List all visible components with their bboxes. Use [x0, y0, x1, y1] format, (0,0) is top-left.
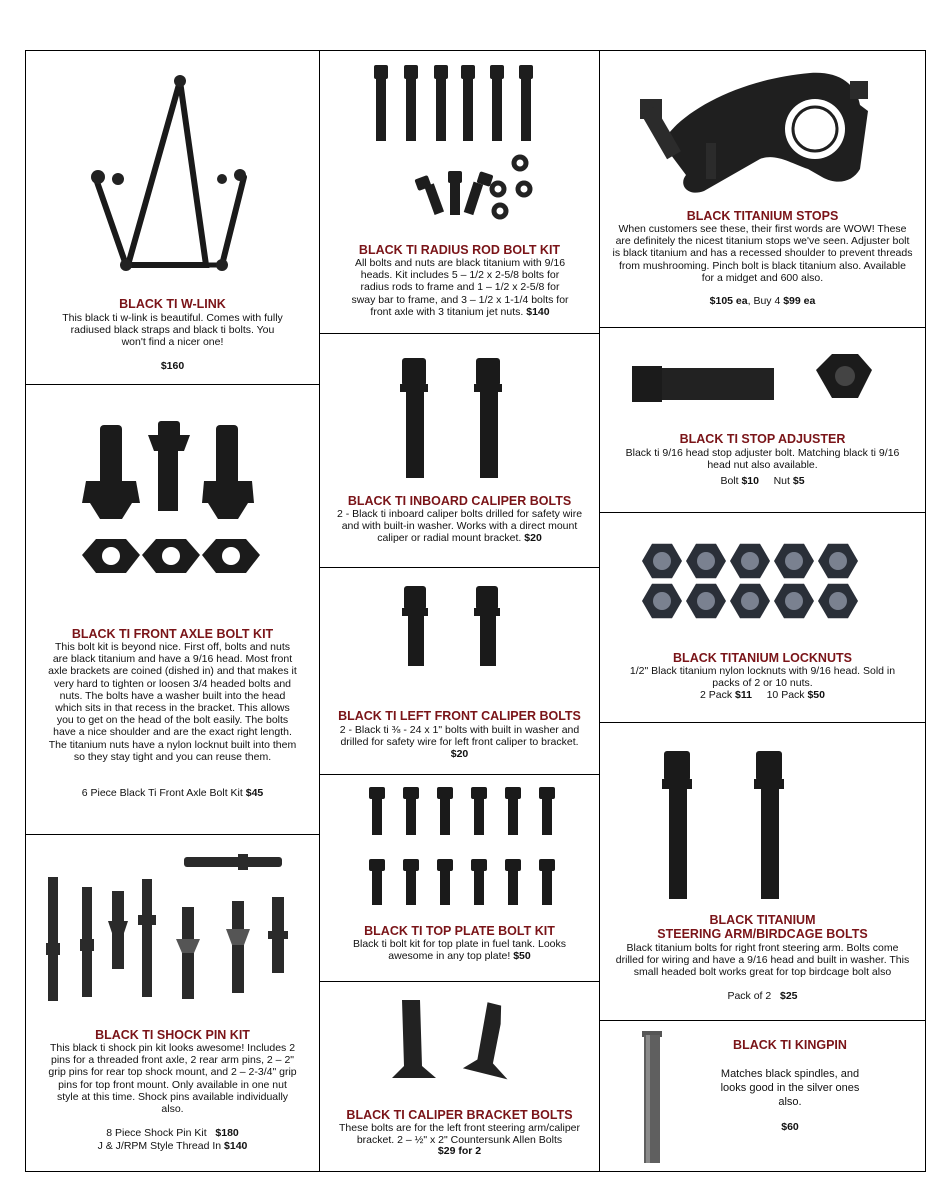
bolt-shank: [372, 871, 382, 905]
bolt-head: [437, 859, 453, 871]
product-inboard-caliper: [320, 334, 599, 567]
locknuts-title: BLACK TITANIUM LOCKNUTS: [673, 651, 852, 665]
bolt-head: [403, 787, 419, 799]
bolt-head: [369, 787, 385, 799]
bolt-shank: [440, 799, 450, 835]
stops-photo: [600, 51, 925, 201]
left-front-caliper-price: $20: [450, 748, 469, 760]
kingpin-title: BLACK TI KINGPIN: [733, 1038, 847, 1052]
bolt-head: [471, 859, 487, 871]
bolt-shank: [542, 799, 552, 835]
inboard-caliper-title: BLACK TI INBOARD CALIPER BOLTS: [347, 494, 572, 508]
radius-rod-title: BLACK TI RADIUS ROD BOLT KIT: [358, 243, 561, 257]
shock-pin-title: BLACK TI SHOCK PIN KIT: [95, 1028, 250, 1042]
kingpin-photo: [620, 1021, 700, 1171]
wlink-price: $160: [160, 360, 185, 372]
steering-arm-title-1: BLACK TITANIUM: [709, 913, 816, 927]
stop-adjuster-desc: Black ti 9/16 head stop adjuster bolt. Matching black ti 9/16 head nut also available.: [625, 447, 900, 472]
shock-pin-photo: [26, 835, 319, 1015]
locknut-hole: [741, 592, 759, 610]
wlink-desc: This black ti w-link is beautiful. Comes with fully radiused black straps and black ti bolts. You won't find a nicer one!: [62, 312, 283, 349]
product-steering-arm: [600, 723, 925, 1020]
bolt-head: [369, 859, 385, 871]
locknut-hole: [785, 552, 803, 570]
bolt-shank: [406, 871, 416, 905]
border-right: [925, 50, 926, 1172]
radius-rod-desc: All bolts and nuts are black titanium with 9/16 heads. Kit includes 5 – 1/2 x 2-5/8 bolts for radius rods to frame and 1 – 1/2 x 2-5/8 for sway bar to frame, and 3 – 1/2 x 1-1/4 bolts for front axle with 3 titanium jet nuts. $140: [351, 257, 569, 318]
stop-adjuster-price: Bolt $10 Nut $5: [720, 475, 805, 487]
product-radius-rod: [320, 51, 599, 333]
inboard-caliper-photo: [320, 334, 599, 489]
stops-desc: When customers see these, their first words are WOW! These are definitely the nicest titanium stops we've seen. Adjuster bolt is black titanium and has a recessed shoulder to prevent threads from mushrooming. Pinch bolt is black titanium also. Available for a midget and 600 also.: [612, 223, 913, 284]
kingpin-desc: Matches black spindles, and looks good in the silver ones also.: [720, 1068, 860, 1108]
locknuts-price: 2 Pack $11 10 Pack $50: [700, 689, 825, 701]
steering-arm-title-2: STEERING ARM/BIRDCAGE BOLTS: [657, 927, 868, 941]
radius-rod-photo: [320, 51, 599, 231]
front-axle-title: BLACK TI FRONT AXLE BOLT KIT: [71, 627, 274, 641]
product-locknuts: [600, 513, 925, 722]
stops-price: $105 ea, Buy 4 $99 ea: [709, 295, 816, 307]
left-front-caliper-title: BLACK TI LEFT FRONT CALIPER BOLTS: [338, 709, 581, 723]
bolt-head: [539, 859, 555, 871]
product-wlink: [26, 51, 319, 384]
bolt-shank: [406, 799, 416, 835]
bolt-head: [505, 787, 521, 799]
steering-arm-photo: [600, 723, 925, 903]
top-plate-desc: Black ti bolt kit for top plate in fuel tank. Looks awesome in any top plate! $50: [352, 938, 567, 963]
border-bottom: [25, 1171, 925, 1172]
bolt-shank: [508, 799, 518, 835]
front-axle-photo: [26, 385, 319, 595]
locknut-hole: [653, 592, 671, 610]
bolt-shank: [372, 799, 382, 835]
bolt-head: [505, 859, 521, 871]
locknut-hole: [697, 592, 715, 610]
wlink-title: BLACK TI W-LINK: [119, 297, 226, 311]
shock-pin-price: 8 Piece Shock Pin Kit $180 J & J/RPM Style Thread In $140: [97, 1127, 248, 1152]
locknuts-photo: [600, 513, 925, 633]
bolt-head: [437, 787, 453, 799]
caliper-bracket-desc: These bolts are for the left front steering arm/caliper bracket. 2 – ½" x 2" Countersunk Allen Bolts: [338, 1122, 581, 1147]
locknuts-desc: 1/2" Black titanium nylon locknuts with 9/16 head. Sold in packs of 2 or 10 nuts.: [629, 665, 896, 690]
top-plate-photo: [320, 775, 599, 915]
product-top-plate: [320, 775, 599, 981]
locknut-hole: [741, 552, 759, 570]
product-kingpin: [600, 1021, 925, 1171]
bolt-shank: [474, 799, 484, 835]
locknut-hole: [829, 552, 847, 570]
bolt-shank: [508, 871, 518, 905]
bolt-head: [471, 787, 487, 799]
bolt-head: [539, 787, 555, 799]
locknut-hole: [697, 552, 715, 570]
locknut-hole: [653, 552, 671, 570]
caliper-bracket-photo: [320, 982, 599, 1102]
caliper-bracket-title: BLACK TI CALIPER BRACKET BOLTS: [346, 1108, 573, 1122]
product-shock-pin-kit: [26, 835, 319, 1171]
stop-adjuster-title: BLACK TI STOP ADJUSTER: [679, 432, 846, 446]
locknut-hole: [785, 592, 803, 610]
wlink-photo: [26, 51, 319, 281]
left-front-caliper-desc: 2 - Black ti ⅜ - 24 x 1" bolts with built in washer and drilled for safety wire for left front caliper to bracket.: [339, 724, 580, 749]
product-stops: [600, 51, 925, 327]
top-plate-title: BLACK TI TOP PLATE BOLT KIT: [364, 924, 555, 938]
product-caliper-bracket: [320, 982, 599, 1171]
left-front-caliper-photo: [320, 568, 599, 703]
stops-title: BLACK TITANIUM STOPS: [686, 209, 839, 223]
bolt-head: [403, 859, 419, 871]
shock-pin-desc: This black ti shock pin kit looks awesome! Includes 2 pins for a threaded front axle, 2 rear arm pins, 2 – 2" grip pins for rear top shock mount, and 2 – 2-3/4" grip pins for top front mount. Only available in one nut style at this time. Shock pins available individually also.: [48, 1042, 297, 1116]
inboard-caliper-desc: 2 - Black ti inboard caliper bolts drilled for safety wire and with built-in washer. Works with a direct mount caliper or radial mount bracket. $20: [336, 508, 583, 545]
bolt-shank: [440, 871, 450, 905]
caliper-bracket-price: $29 for 2: [437, 1145, 482, 1157]
kingpin-price: $60: [781, 1121, 799, 1133]
stop-adjuster-photo: [600, 328, 925, 423]
locknut-hole: [829, 592, 847, 610]
front-axle-price: 6 Piece Black Ti Front Axle Bolt Kit $45: [81, 787, 264, 799]
product-left-front-caliper: [320, 568, 599, 774]
bolt-shank: [542, 871, 552, 905]
product-front-axle: [26, 385, 319, 834]
steering-arm-desc: Black titanium bolts for right front steering arm. Bolts come drilled for wiring and have a 9/16 head and built in washer. This small headed bolt works great for top birdcage bolt also: [615, 942, 910, 979]
front-axle-desc: This bolt kit is beyond nice. First off, bolts and nuts are black titanium and have a 9/16 head. Most front axle brackets are coined (dished in) and that makes it very hard to tighten or loosen 3/4 headed bolts and nuts. The bolts have a washer built into the head which sits in that recess in the bracket. This allows you to get on the head of the bolt easily. The bolts have a nice shoulder and are the exact right length. The titanium nuts have a nylon locknut built into them so they stay tight and you can reuse them.: [48, 641, 297, 763]
steering-arm-price: Pack of 2 $25: [727, 990, 798, 1002]
product-stop-adjuster: [600, 328, 925, 512]
bolt-shank: [474, 871, 484, 905]
